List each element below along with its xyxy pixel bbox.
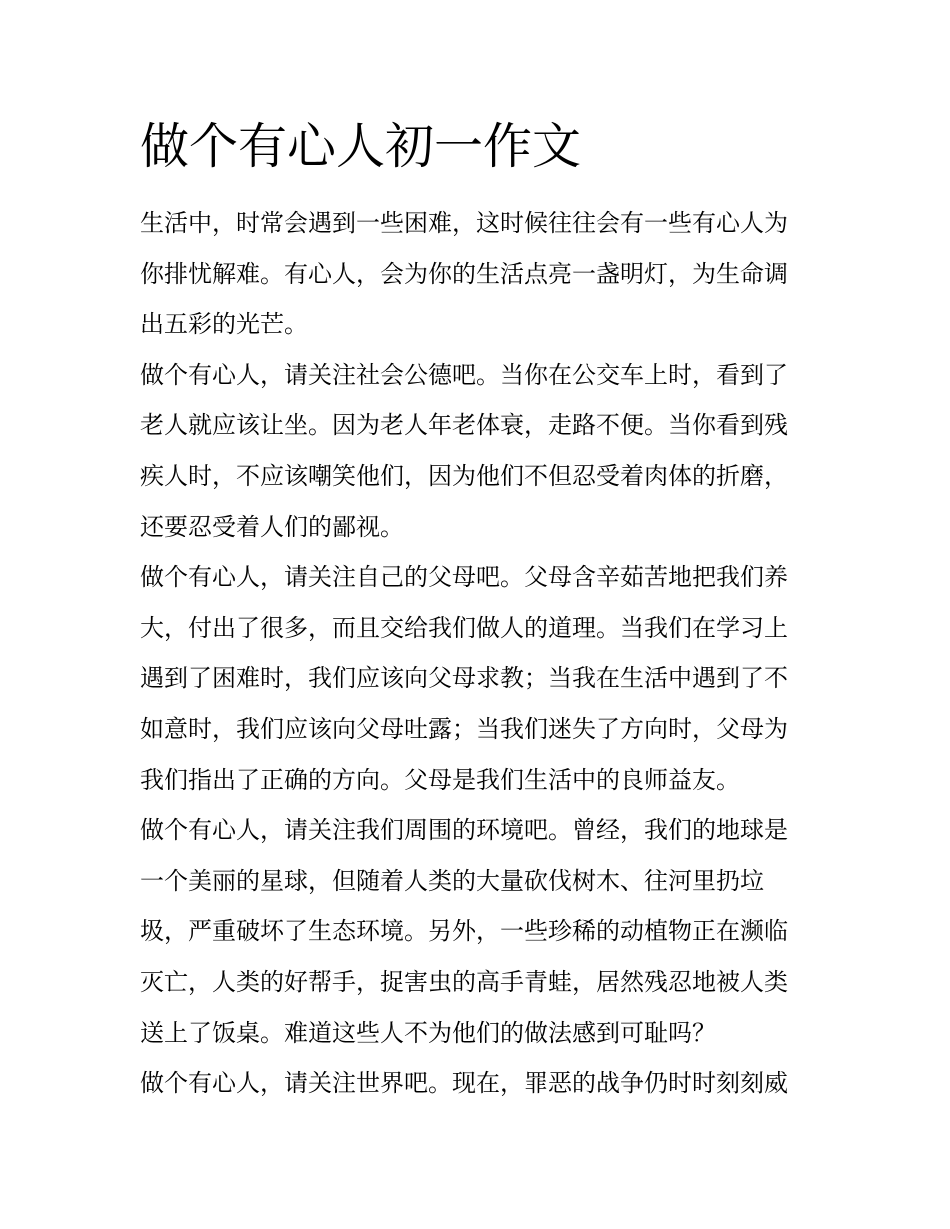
text-line: 做个有心人，请关注社会公德吧。当你在公交车上时，看到了 xyxy=(140,360,788,389)
text-line: 灭亡，人类的好帮手，捉害虫的高手青蛙，居然残忍地被人类 xyxy=(140,967,788,996)
document-body xyxy=(140,198,820,1109)
text-line: 疾人时，不应该嘲笑他们，因为他们不但忍受着肉体的折磨， xyxy=(140,461,788,490)
text-line: 出五彩的光芒。 xyxy=(140,310,308,339)
document-title: 做个有心人初一作文 xyxy=(140,118,582,175)
text-line: 圾，严重破坏了生态环境。另外，一些珍稀的动植物正在濒临 xyxy=(140,917,788,946)
text-line: 还要忍受着人们的鄙视。 xyxy=(140,512,404,541)
text-line: 做个有心人，请关注自己的父母吧。父母含辛茹苦地把我们养 xyxy=(140,563,788,592)
text-line: 做个有心人，请关注我们周围的环境吧。曾经，我们的地球是 xyxy=(140,816,788,845)
text-line: 送上了饭桌。难道这些人不为他们的做法感到可耻吗？ xyxy=(140,1018,716,1047)
text-line: 大，付出了很多，而且交给我们做人的道理。当我们在学习上 xyxy=(140,613,788,642)
text-line: 做个有心人，请关注世界吧。现在，罪恶的战争仍时时刻刻威 xyxy=(140,1069,788,1098)
text-line: 遇到了困难时，我们应该向父母求教；当我在生活中遇到了不 xyxy=(140,664,788,693)
text-line: 一个美丽的星球，但随着人类的大量砍伐树木、往河里扔垃 xyxy=(140,866,764,895)
text-line: 我们指出了正确的方向。父母是我们生活中的良师益友。 xyxy=(140,765,740,794)
text-line: 老人就应该让坐。因为老人年老体衰，走路不便。当你看到残 xyxy=(140,411,788,440)
text-line: 生活中，时常会遇到一些困难，这时候往往会有一些有心人为 xyxy=(140,209,788,237)
text-line: 你排忧解难。有心人，会为你的生活点亮一盏明灯，为生命调 xyxy=(140,259,788,288)
text-line: 如意时，我们应该向父母吐露；当我们迷失了方向时，父母为 xyxy=(140,714,788,743)
